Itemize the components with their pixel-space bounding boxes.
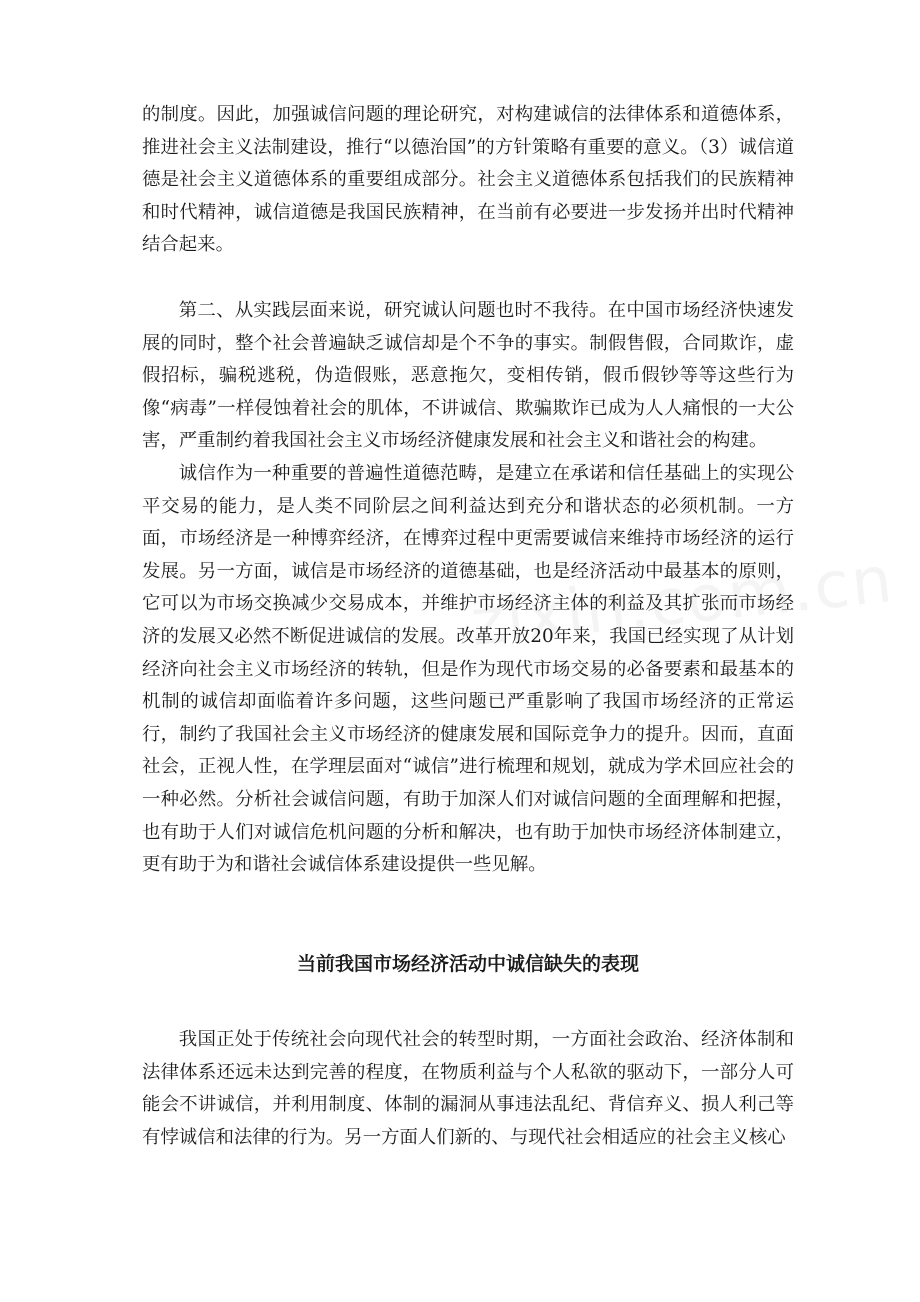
- section-heading: [142, 948, 794, 980]
- paragraph-text: 诚信作为一种重要的普遍性道德范畴，是建立在承诺和信任基础上的实现公平交易的能力，是人类不同阶层之间利益达到充分和谐状态的必须机制。一方面，市场经济是一种博弈经济，在博弈过程中更需要诚信来维持市场经济的运行发展。另一方面，诚信是市场经济的道德基础，也是经济活动中最基本的原则，它可以为市场交换减少交易成本，并维护市场经济主体的利益及其扩张而市场经济的发展又必然不断促进诚信的发展。改革开放20年来，我国已经实现了从计划经济向社会主义市场经济的转轨，但是作为现代市场交易的必备要素和最基本的机制的诚信却面临着许多问题，这些问题已严重影响了我国市场经济的正常运行，制约了我国社会主义市场经济的健康发展和国际竞争力的提升。因而，直面社会，正视人性，在学理层面对“诚信”进行梳理和规划，就成为学术回应社会的一种必然。分析社会诚信问题，有助于加深人们对诚信问题的全面理解和把握，也有助于人们对诚信危机问题的分析和解决，也有助于加快市场经济体制建立，更有助于为和谐社会诚信体系建设提供一些见解。: [142, 463, 794, 876]
- paragraph-text: 第二、从实践层面来说，研究诚认问题也时不我待。在中国市场经济快速发展的同时，整个社会普遍缺乏诚信却是个不争的事实。制假售假，合同欺诈，虚假招标，骗税逃税，伪造假账，恶意拖欠，变相传销，假币假钞等等这些行为像“病毒”一样侵蚀着社会的肌体，不讲诚信、欺骗欺诈已成为人人痛恨的一大公害，严重制约着我国社会主义市场经济健康发展和社会主义和谐社会的构建。: [142, 300, 794, 452]
- paragraph-integrity: [142, 458, 794, 882]
- paragraph-transition: [142, 1024, 794, 1154]
- paragraph-text: 的制度。因此，加强诚信问题的理论研究，对构建诚信的法律体系和道德体系，推进社会主义法制建设，推行“以德治国”的方针策略有重要的意义。（3）诚信道德是社会主义道德体系的重要组成部分。社会主义道德体系包括我们的民族精神和时代精神，诚信道德是我国民族精神，在当前有必要进一步发扬并出时代精神结合起来。: [142, 104, 794, 256]
- section-heading-text: 当前我国市场经济活动中诚信缺失的表现: [296, 953, 639, 975]
- paragraph-practice: [142, 295, 794, 458]
- paragraph-text: 我国正处于传统社会向现代社会的转型时期，一方面社会政治、经济体制和法律体系还远未达到完善的程度，在物质利益与个人私欲的驱动下，一部分人可能会不讲诚信，并利用制度、体制的漏洞从事违法乱纪、背信弃义、损人利己等有悖诚信和法律的行为。另一方面人们新的、与现代社会相适应的社会主义核心: [142, 1029, 794, 1148]
- paragraph-continuation: [142, 99, 794, 262]
